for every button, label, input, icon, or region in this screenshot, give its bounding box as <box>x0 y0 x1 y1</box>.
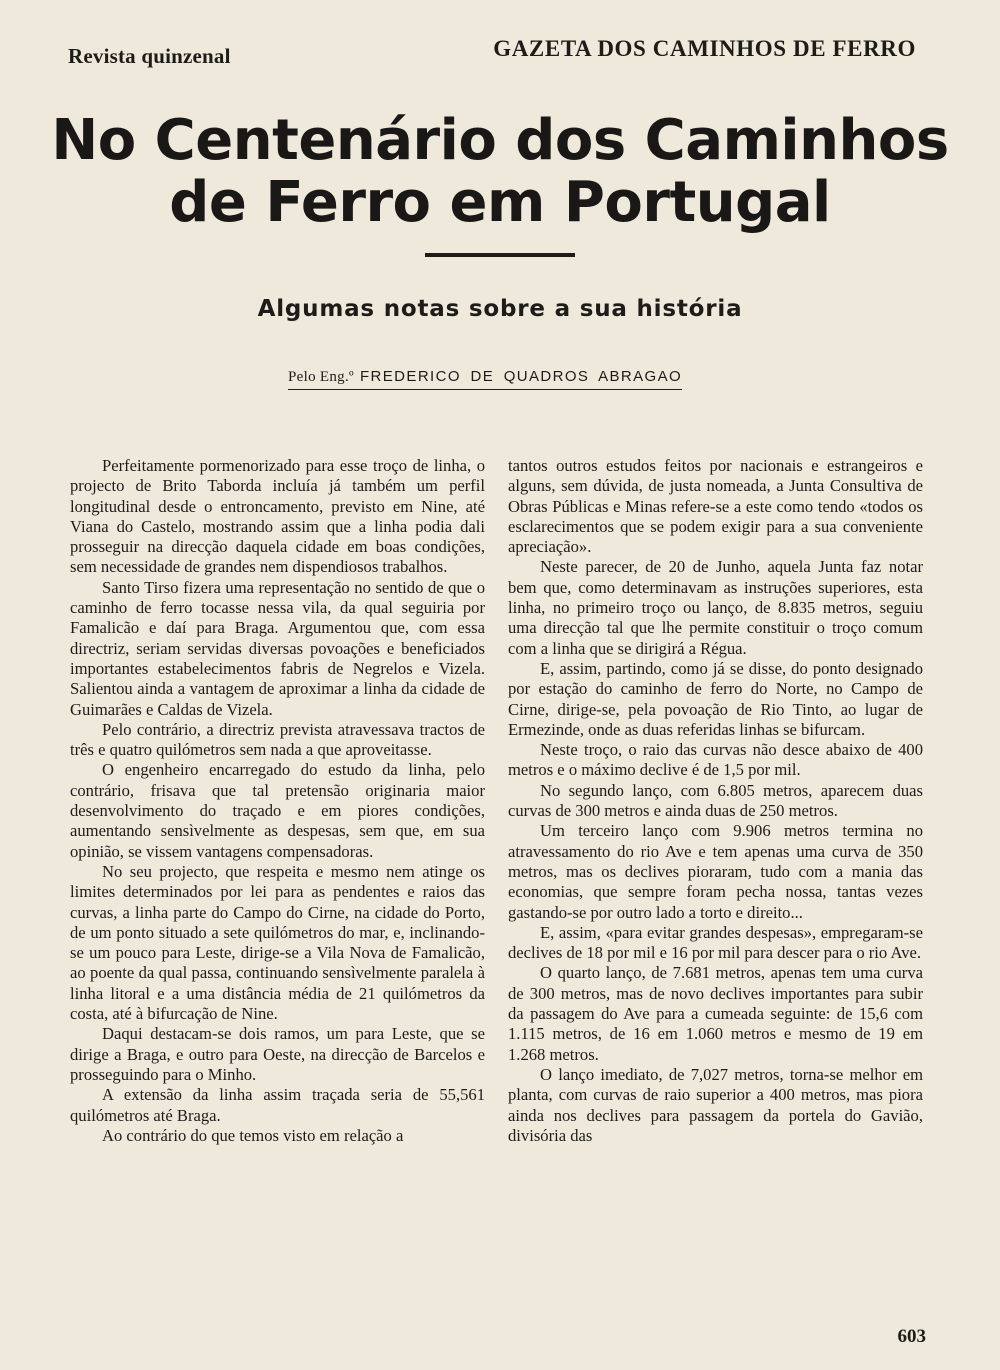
article-subtitle: Algumas notas sobre a sua história <box>257 296 743 322</box>
paragraph: Perfeitamente pormenorizado para esse troço de linha, o projecto de Brito Taborda incluía já também um perfil longitudinal desde o entroncamento, previsto em Nine, até Viana do Castelo, mostrando assim que a linha podia dali prosseguir na direcção daquela cidade em boas condições, sem necessidade de grandes nem dispendiosos trabalhos. <box>70 456 485 577</box>
paragraph: No seu projecto, que respeita e mesmo nem atinge os limites determinados por lei para as pendentes e raios das curvas, a linha parte do Campo do Cirne, na cidade do Porto, de um ponto situado a sete quilómetros do mar, e, inclinando-se um pouco para Leste, dirige-se a Vila Nova de Famalicão, ao poente da qual passa, continuando sensìvelmente paralela à linha litoral e a uma distância média de 21 quilómetros da costa, até à bifurcação de Nine. <box>70 861 485 1024</box>
paragraph: Santo Tirso fizera uma representação no sentido de que o caminho de ferro tocasse nessa vila, da qual seguiria por Famalicão e daí para Braga. Argumentou que, com essa directriz, seriam servidas diversas povoações e beneficiados importantes estabelecimentos fabris de Negrelos e Vizela. Salientou ainda a vantagem de aproximar a linha da cidade de Guimarães e Caldas de Vizela. <box>70 577 485 719</box>
paragraph: No segundo lanço, com 6.805 metros, aparecem duas curvas de 300 metros e ainda duas de 250 metros. <box>508 780 923 821</box>
article-title <box>40 110 960 234</box>
text-column-right <box>508 456 923 1146</box>
paragraph: Neste parecer, de 20 de Junho, aquela Junta faz notar bem que, como determinavam as instruções superiores, esta linha, no primeiro troço ou lanço, de 8.835 metros, seguiu uma direcção tal que lhe permite constituir o troço comum com a linha que se dirigirá a Régua. <box>508 557 923 658</box>
paragraph: Um terceiro lanço com 9.906 metros termina no atravessamento do rio Ave e tem apenas uma curva de 350 metros, mas os declives pioraram, tudo com a mania das economias, que sempre foram pecha nossa, tantas vezes gastando-se por outro lado a torto e direito... <box>508 821 923 922</box>
byline <box>288 368 682 390</box>
paragraph: E, assim, «para evitar grandes despesas», empregaram-se declives de 18 por mil e 16 por mil para descer para o rio Ave. <box>508 922 923 963</box>
running-header-right: GAZETA DOS CAMINHOS DE FERRO <box>493 36 916 61</box>
title-line-2: de Ferro em Portugal <box>169 170 831 235</box>
title-line-1: No Centenário dos Caminhos <box>51 108 949 173</box>
paragraph-continued: tantos outros estudos feitos por nacionais e estrangeiros e alguns, sem dúvida, de justa nomeada, a Junta Consultiva de Obras Públicas e Minas refere-se a este como tendo «todos os esclarecimentos que se podem exigir para a sua conveniente apreciação». <box>508 456 923 557</box>
paragraph: Daqui destacam-se dois ramos, um para Leste, que se dirige a Braga, e outro para Oeste, na direcção de Barcelos e prosseguindo para o Minho. <box>70 1024 485 1084</box>
paragraph: O lanço imediato, de 7,027 metros, torna-se melhor em planta, com curvas de raio superior a 400 metros, mas piora ainda nos declives para passagem da portela do Gavião, divisória das <box>508 1064 923 1145</box>
byline-author: FREDERICO DE QUADROS ABRAGAO <box>359 368 683 385</box>
text-column-left <box>70 456 485 1146</box>
paragraph: E, assim, partindo, como já se disse, do ponto designado por estação do caminho de ferro do Norte, no Campo de Cirne, dirige-se, pela povoação de Rio Tinto, ao lugar de Ermezinde, onde as duas referidas linhas se bifurcam. <box>508 658 923 739</box>
paragraph: Pelo contrário, a directriz prevista atravessava tractos de três e quatro quilómetros sem nada a que aproveitasse. <box>70 719 485 760</box>
paragraph: Neste troço, o raio das curvas não desce abaixo de 400 metros e o máximo declive é de 1,5 por mil. <box>508 740 923 780</box>
paragraph: A extensão da linha assim traçada seria de 55,561 quilómetros até Braga. <box>70 1085 485 1125</box>
byline-prefix: Pelo Eng.º <box>288 369 354 385</box>
paragraph: O quarto lanço, de 7.681 metros, apenas tem uma curva de 300 metros, mas de novo declives importantes para subir da passagem do Ave para a cumeada seguinte: de 15,6 com 1.115 metros, de 16 em 1.060 metros e mesmo de 19 em 1.268 metros. <box>508 963 923 1064</box>
title-divider <box>425 253 575 257</box>
paragraph: O engenheiro encarregado do estudo da linha, pelo contrário, frisava que tal pretensão originaria maior desenvolvimento do traçado e em piores condições, aumentando sensìvelmente as despesas, sem que, em sua opinião, se vissem vantagens compensadoras. <box>70 760 485 861</box>
running-header-left: Revista quinzenal <box>68 44 231 68</box>
page-number: 603 <box>897 1326 926 1347</box>
paragraph: Ao contrário do que temos visto em relação a <box>102 1125 404 1145</box>
